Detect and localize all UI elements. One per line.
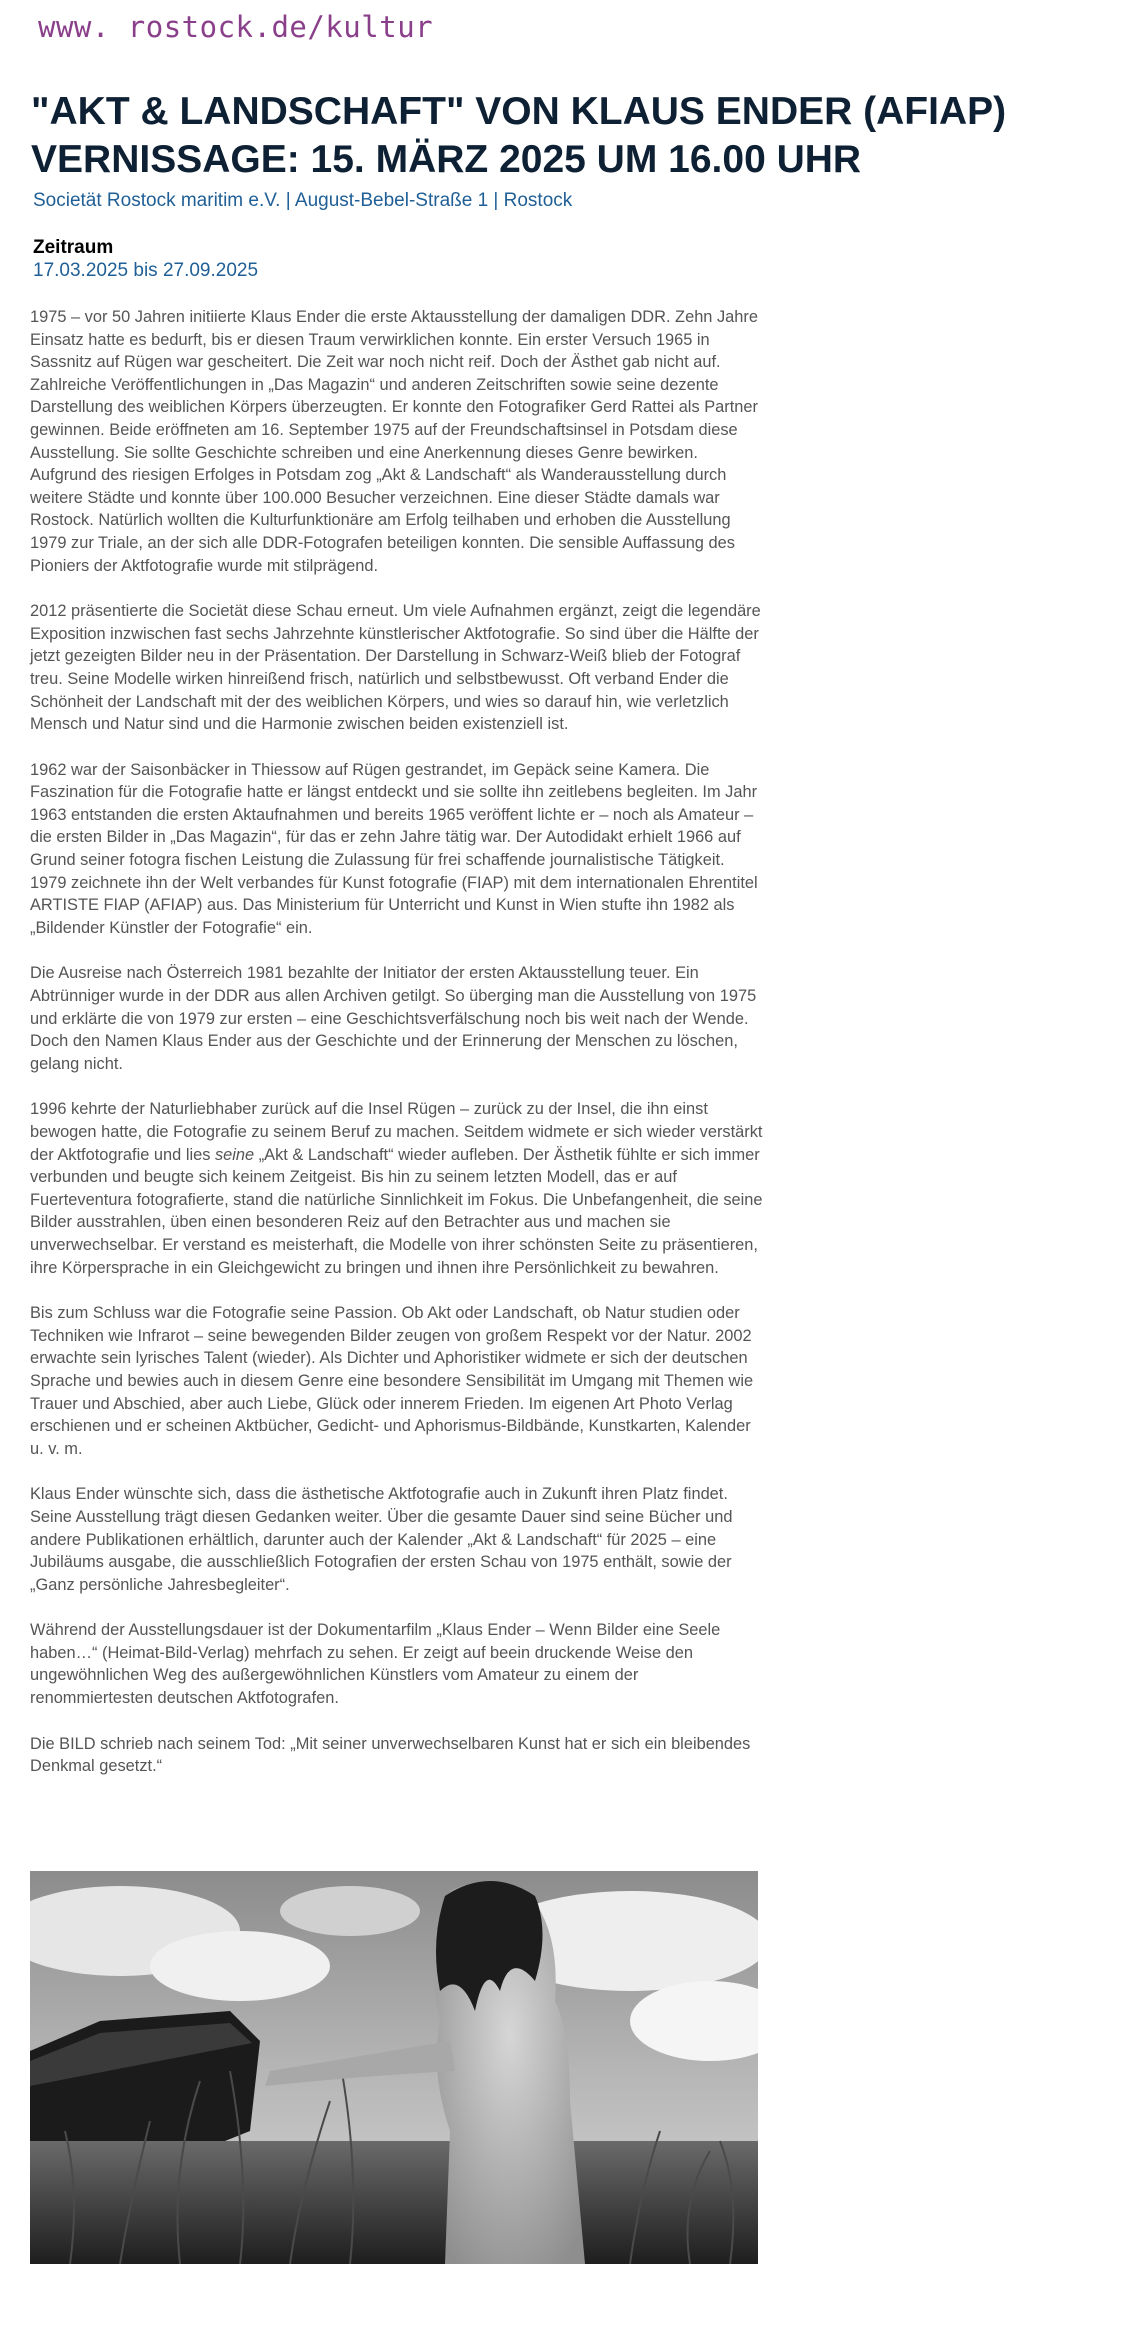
article-body	[30, 306, 765, 1801]
exhibition-photo	[30, 1871, 758, 2264]
emphasized-word: seine	[214, 1145, 255, 1164]
event-title-line-2: VERNISSAGE: 15. MÄRZ 2025 UM 16.00 UHR	[31, 138, 862, 181]
paragraph	[30, 1098, 765, 1279]
paragraph: 1975 – vor 50 Jahren initiierte Klaus Ender die erste Aktausstellung der damaligen DDR. Zehn Jahre Einsatz hatte es bedurft, bis er diesen Traum verwirklichen konnte. Ein erster Versuch 1965 in Sassnitz auf Rügen war gescheitert. Die Zeit war noch nicht reif. Doch der Ästhet gab nicht auf. Zahlreiche Veröffentlichungen in „Das Magazin“ und anderen Zeitschriften sowie seine dezente Darstellung des weiblichen Körpers überzeugten. Er konnte den Fotografiker Gerd Rattei als Partner gewinnen. Beide eröffneten am 16. September 1975 auf der Freundschaftsinsel in Potsdam diese Ausstellung. Sie sollte Geschichte schreiben und eine Anerkennung dieses Genre bewirken. Aufgrund des riesigen Erfolges in Potsdam zog „Akt & Landschaft“ als Wanderausstellung durch weitere Städte und konnte über 100.000 Besucher verzeichnen. Eine dieser Städte damals war Rostock. Natürlich wollten die Kulturfunktionäre am Erfolg teilhaben und erhoben die Ausstellung 1979 zur Triale, an der sich alle DDR-Fotografen beteiligen konnten. Die sensible Auffassung des Pioniers der Aktfotografie wurde mit stilprägend.	[30, 308, 758, 575]
paragraph: 1962 war der Saisonbäcker in Thiessow auf Rügen gestrandet, im Gepäck seine Kamera. Die Faszination für die Fotografie hatte er längst entdeckt und sie sollte ihn zeitlebens begleiten. Im Jahr 1963 entstanden die ersten Aktaufnahmen und bereits 1965 veröffent lichte er – noch als Amateur – die ersten Bilder in „Das Magazin“, für das er zehn Jahre tätig war. Der Autodidakt erhielt 1966 auf Grund seiner fotogra fischen Leistung die Zulassung für frei schaffende journalistische Tätigkeit. 1979 zeichnete ihn der Welt verbandes für Kunst fotografie (FIAP) mit dem internationalen Ehrentitel ARTISTE FIAP (AFIAP) aus. Das Ministerium für Unterricht und Kunst in Wien stufte ihn 1982 als „Bildender Künstler der Fotografie“ ein.	[30, 760, 758, 937]
event-venue: Societät Rostock maritim e.V. | August-Bebel-Straße 1 | Rostock	[33, 190, 573, 211]
paragraph-text: 1996 kehrte der Naturliebhaber zurück auf die Insel Rügen – zurück zu der Insel, die ihn einst bewogen hatte, die Fotografie zu seinem Beruf zu machen. Seitdem widmete er sich wieder verstärkt der Aktfotografie und lies	[30, 1100, 763, 1164]
period-value: 17.03.2025 bis 27.09.2025	[33, 260, 259, 281]
event-title	[31, 88, 1121, 184]
paragraph: Bis zum Schluss war die Fotografie seine Passion. Ob Akt oder Landschaft, ob Natur studien oder Techniken wie Infrarot – seine bewegenden Bilder zeugen von großem Respekt vor der Natur. 2002 erwachte sein lyrisches Talent (wieder). Als Dichter und Aphoristiker widmete er sich der deutschen Sprache und bewies auch in diesem Genre eine besondere Sensibilität im Umgang mit Themen wie Trauer und Abschied, aber auch Liebe, Glück oder innerem Frieden. Im eigenen Art Photo Verlag erschienen und er scheinen Aktbücher, Gedicht- und Aphorismus-Bildbände, Kunstkarten, Kalender u. v. m.	[30, 1304, 754, 1458]
event-title-line-1: "AKT & LANDSCHAFT" VON KLAUS ENDER (AFIAP)	[31, 90, 1007, 133]
paragraph: Die Ausreise nach Österreich 1981 bezahlte der Initiator der ersten Aktausstellung teuer. Ein Abtrünniger wurde in der DDR aus allen Archiven getilgt. So überging man die Ausstellung von 1975 und erklärte die von 1979 zur ersten – eine Geschichtsverfälschung noch bis weit nach der Wende. Doch den Namen Klaus Ender aus der Geschichte und der Erinnerung der Menschen zu löschen, gelang nicht.	[30, 964, 757, 1073]
photo-illustration	[30, 1871, 758, 2264]
site-url: www. rostock.de/kultur	[38, 10, 434, 44]
paragraph: Während der Ausstellungsdauer ist der Dokumentarfilm „Klaus Ender – Wenn Bilder eine Seele haben…“ (Heimat-Bild-Verlag) mehrfach zu sehen. Er zeigt auf beein druckende Weise den ungewöhnlichen Weg des außergewöhnlichen Künstlers vom Amateur zu einem der renommiertesten deutschen Aktfotografen.	[30, 1621, 721, 1708]
period-label: Zeitraum	[33, 237, 114, 258]
paragraph: Klaus Ender wünschte sich, dass die ästhetische Aktfotografie auch in Zukunft ihren Platz findet. Seine Ausstellung trägt diesen Gedanken weiter. Über die gesamte Dauer sind seine Bücher und andere Publikationen erhältlich, darunter auch der Kalender „Akt & Landschaft“ für 2025 – eine Jubiläums ausgabe, die ausschließlich Fotografien der ersten Schau von 1975 enthält, sowie der „Ganz persönliche Jahresbegleiter“.	[30, 1485, 733, 1594]
paragraph-text: „Akt & Landschaft“ wieder aufleben. Der Ästhetik fühlte er sich immer verbunden und beugte sich keinem Zeitgeist. Bis hin zu seinem letzten Modell, das er auf Fuerteventura fotografierte, stand die natürliche Sinnlichkeit im Fokus. Die Unbefangenheit, die seine Bilder ausstrahlen, üben einen besonderen Reiz auf den Betrachter aus und machen sie unverwechselbar. Er verstand es meisterhaft, die Modelle von ihrer schönsten Seite zu präsentieren, ihre Körpersprache in ein Gleichgewicht zu bringen und ihnen ihre Persönlichkeit zu bewahren.	[30, 1145, 763, 1277]
paragraph: Die BILD schrieb nach seinem Tod: „Mit seiner unverwechselbaren Kunst hat er sich ein bleibendes Denkmal gesetzt.“	[30, 1734, 751, 1776]
paragraph: 2012 präsentierte die Societät diese Schau erneut. Um viele Aufnahmen ergänzt, zeigt die legendäre Exposition inzwischen fast sechs Jahrzehnte künstlerischer Aktfotografie. So sind über die Hälfte der jetzt gezeigten Bilder neu in der Präsentation. Der Darstellung in Schwarz-Weiß blieb der Fotograf treu. Seine Modelle wirken hinreißend frisch, natürlich und selbstbewusst. Oft verband Ender die Schönheit der Landschaft mit der des weiblichen Körpers, und wies so darauf hin, wie verletzlich Mensch und Natur sind und die Harmonie zwischen beiden existenziell ist.	[30, 602, 761, 734]
